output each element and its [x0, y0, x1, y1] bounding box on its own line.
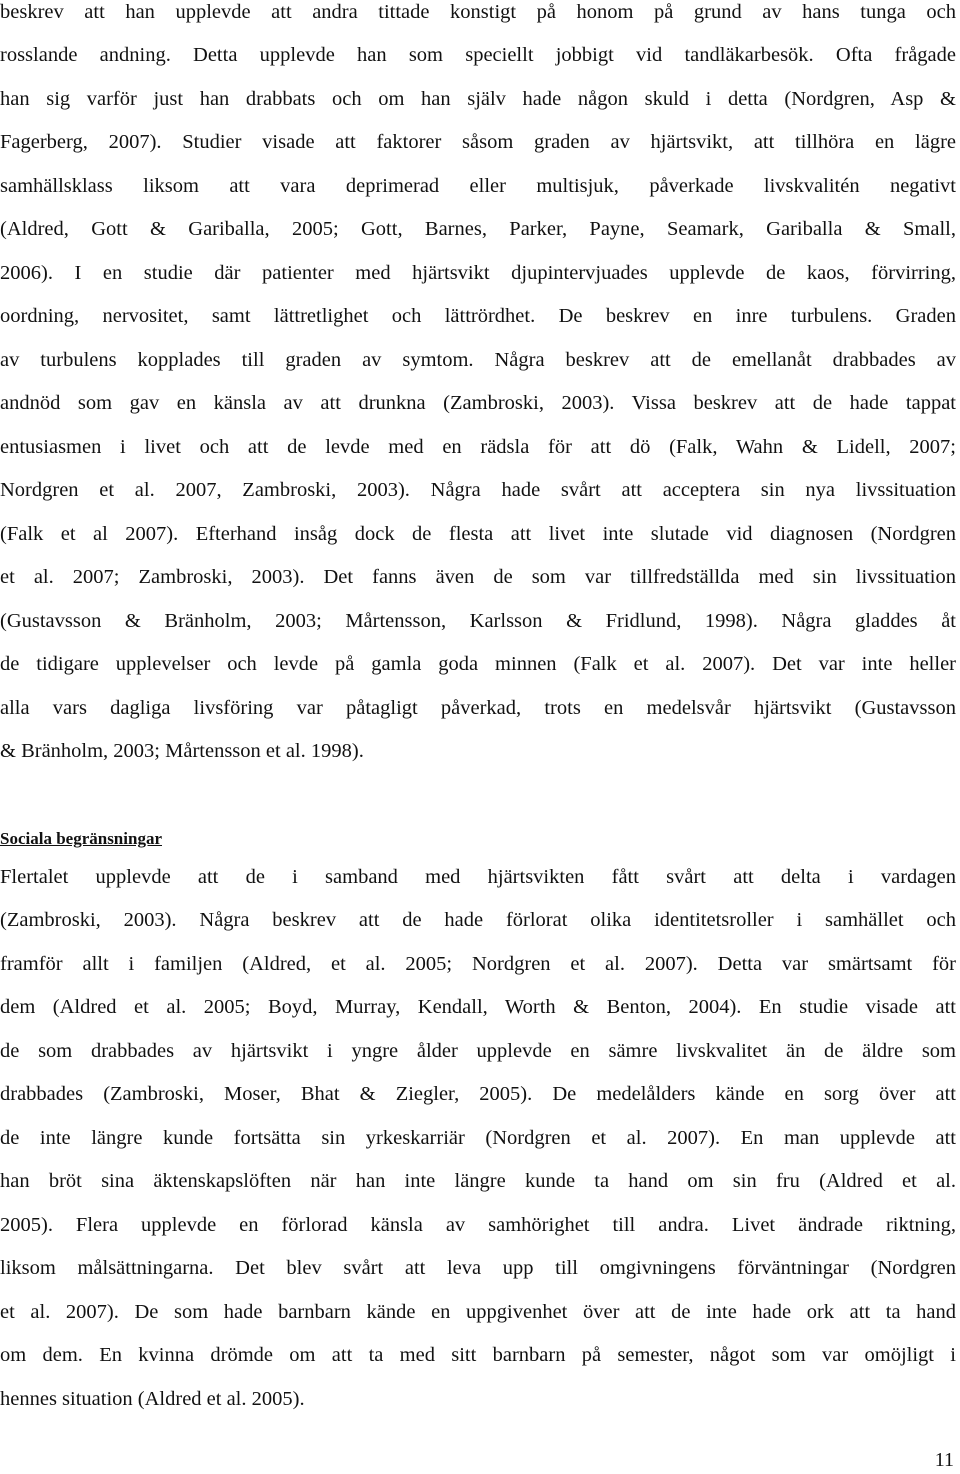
text-line: (Gustavsson & Bränholm, 2003; Mårtensson, Karlsson & Fridlund, 1998). Några gladdes åt [0, 610, 956, 632]
text-line: & Bränholm, 2003; Mårtensson et al. 1998). [0, 740, 364, 762]
text-line: Flertalet upplevde att de i samband med hjärtsvikten fått svårt att delta i vardagen [0, 866, 956, 888]
text-line: (Aldred, Gott & Gariballa, 2005; Gott, Barnes, Parker, Payne, Seamark, Gariballa & Small, [0, 218, 956, 240]
text-line: han bröt sina äktenskapslöften när han inte längre kunde ta hand om sin fru (Aldred et al. [0, 1170, 956, 1192]
text-line: 2005). Flera upplevde en förlorad känsla av samhörighet till andra. Livet ändrade riktning, [0, 1214, 956, 1236]
text-line: (Falk et al 2007). Efterhand insåg dock de flesta att livet inte slutade vid diagnosen (Nordgren [0, 523, 956, 545]
text-line: alla vars dagliga livsföring var påtagligt påverkad, trots en medelsvår hjärtsvikt (Gustavsson [0, 697, 956, 719]
page-number: 11 [934, 1449, 954, 1471]
text-line: oordning, nervositet, samt lättretlighet och lättrördhet. De beskrev en inre turbulens. Graden [0, 305, 956, 327]
text-line: samhällsklass liksom att vara deprimerad eller multisjuk, påverkade livskvalitén negativt [0, 175, 956, 197]
text-line: de som drabbades av hjärtsvikt i yngre ålder upplevde en sämre livskvalitet än de äldre som [0, 1040, 956, 1062]
text-line: av turbulens kopplades till graden av symtom. Några beskrev att de emellanåt drabbades av [0, 349, 956, 371]
text-line: de tidigare upplevelser och levde på gamla goda minnen (Falk et al. 2007). Det var inte heller [0, 653, 956, 675]
text-line: de inte längre kunde fortsätta sin yrkeskarriär (Nordgren et al. 2007). En man upplevde att [0, 1127, 956, 1149]
section-heading: Sociala begränsningar [0, 829, 162, 848]
text-line: et al. 2007). De som hade barnbarn kände en uppgivenhet över att de inte hade ork att ta hand [0, 1301, 956, 1323]
text-line: liksom målsättningarna. Det blev svårt att leva upp till omgivningens förväntningar (Nordgren [0, 1257, 956, 1279]
text-line: Nordgren et al. 2007, Zambroski, 2003). Några hade svårt att acceptera sin nya livssituation [0, 479, 956, 501]
text-line: et al. 2007; Zambroski, 2003). Det fanns även de som var tillfredställda med sin livssituation [0, 566, 956, 588]
text-line: 2006). I en studie där patienter med hjärtsvikt djupintervjuades upplevde de kaos, förvirring, [0, 262, 956, 284]
text-line: beskrev att han upplevde att andra tittade konstigt på honom på grund av hans tunga och [0, 1, 956, 23]
text-line: dem (Aldred et al. 2005; Boyd, Murray, Kendall, Worth & Benton, 2004). En studie visade att [0, 996, 956, 1018]
text-line: Fagerberg, 2007). Studier visade att faktorer såsom graden av hjärtsvikt, att tillhöra en lägre [0, 131, 956, 153]
text-line: hennes situation (Aldred et al. 2005). [0, 1388, 305, 1410]
text-line: drabbades (Zambroski, Moser, Bhat & Ziegler, 2005). De medelålders kände en sorg över att [0, 1083, 956, 1105]
text-line: (Zambroski, 2003). Några beskrev att de hade förlorat olika identitetsroller i samhället och [0, 909, 956, 931]
text-line: om dem. En kvinna drömde om att ta med sitt barnbarn på semester, något som var omöjligt i [0, 1344, 956, 1366]
text-line: han sig varför just han drabbats och om han själv hade någon skuld i detta (Nordgren, Asp & [0, 88, 956, 110]
text-line: andnöd som gav en känsla av att drunkna (Zambroski, 2003). Vissa beskrev att de hade tappat [0, 392, 956, 414]
text-line: rosslande andning. Detta upplevde han som speciellt jobbigt vid tandläkarbesök. Ofta frågade [0, 44, 956, 66]
text-line: framför allt i familjen (Aldred, et al. 2005; Nordgren et al. 2007). Detta var smärtsamt för [0, 953, 956, 975]
text-line: entusiasmen i livet och att de levde med en rädsla för att dö (Falk, Wahn & Lidell, 2007; [0, 436, 956, 458]
